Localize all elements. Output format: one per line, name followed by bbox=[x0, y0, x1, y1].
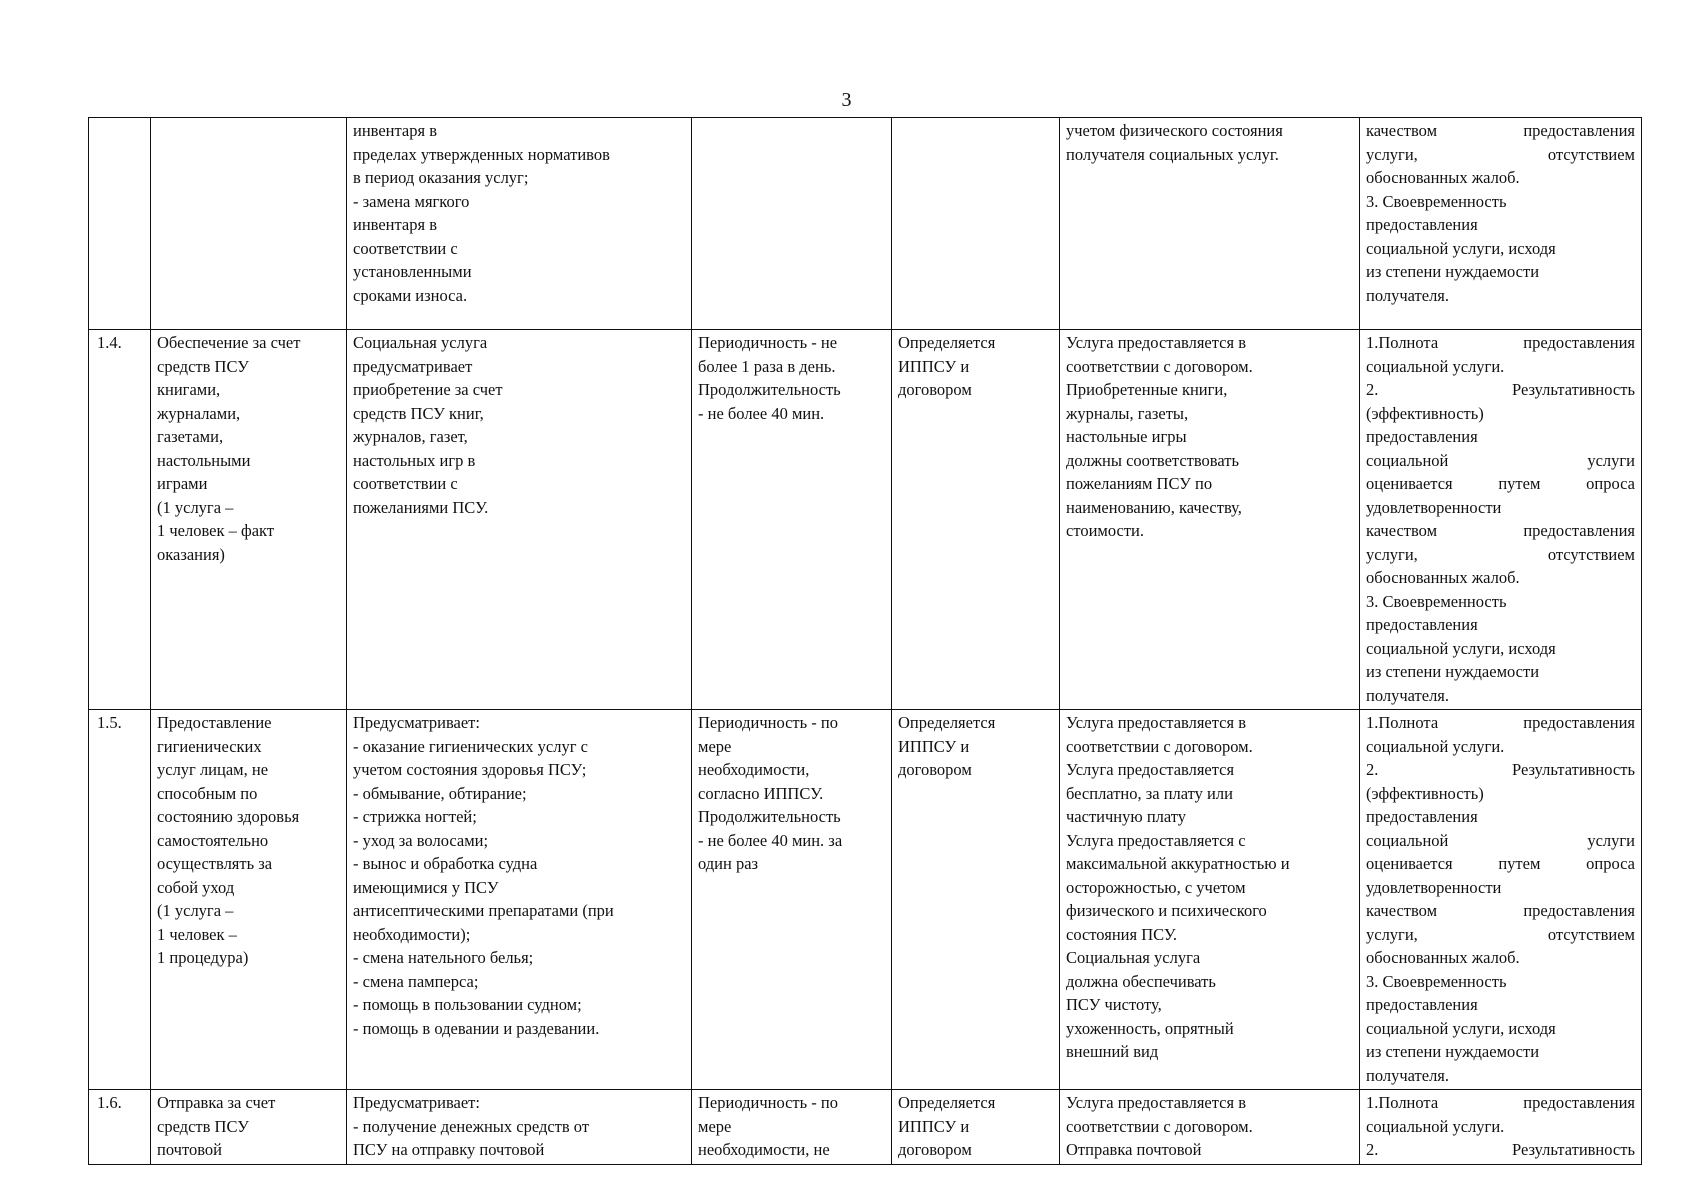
service-name-cell bbox=[151, 710, 347, 1090]
cell-text-line: мере bbox=[698, 736, 732, 756]
cell-text-line: из степени нуждаемости bbox=[1366, 1042, 1540, 1061]
cell-text-line: услуги, отсутствием bbox=[1366, 544, 1635, 564]
service-number-cell: 1.6. bbox=[89, 1090, 151, 1165]
cell-text-line: 1.Полнота предоставления bbox=[1366, 333, 1635, 352]
cell-text-line: ИППСУ и bbox=[898, 356, 970, 376]
cell-text-line: Услуга предоставляется с bbox=[1066, 830, 1246, 850]
cell-text-line: ПСУ на отправку почтовой bbox=[353, 1140, 545, 1159]
cell-text-line: Услуга предоставляется в bbox=[1066, 713, 1246, 732]
cell-text-line: средств ПСУ bbox=[157, 356, 249, 376]
cell-text-line: качеством предоставления bbox=[1366, 121, 1635, 140]
service-number-cell: 1.5. bbox=[89, 710, 151, 1090]
cell-text-line: Социальная услуга bbox=[353, 333, 488, 352]
cell-text-line: наименованию, качеству, bbox=[1066, 497, 1242, 517]
cell-text-line: внешний вид bbox=[1066, 1042, 1159, 1061]
cell-text-line: необходимости, bbox=[698, 760, 810, 779]
cell-text-line: газетами, bbox=[157, 427, 224, 446]
cell-text-line: Предусматривает: bbox=[353, 1093, 480, 1112]
service-quality-cell bbox=[1360, 118, 1642, 330]
cell-text-line: Услуга предоставляется в bbox=[1066, 1093, 1246, 1112]
cell-text-line: из степени нуждаемости bbox=[1366, 262, 1540, 281]
cell-text-line: ухоженность, опрятный bbox=[1066, 1018, 1234, 1038]
cell-text-line: социальной услуги. bbox=[1366, 356, 1505, 376]
cell-text-line: предоставления bbox=[1366, 807, 1478, 826]
cell-text-line: соответствии с bbox=[353, 474, 458, 493]
cell-text-line: частичную плату bbox=[1066, 807, 1187, 826]
cell-text-line: способным по bbox=[157, 783, 258, 803]
cell-text-line: - замена мягкого bbox=[353, 191, 470, 211]
cell-text-line: оценивается путем опроса bbox=[1366, 854, 1635, 873]
page-number: 3 bbox=[841, 89, 852, 111]
cell-text-line: социальной услуги, исходя bbox=[1366, 1018, 1556, 1038]
cell-text-line: обоснованных жалоб. bbox=[1366, 568, 1520, 587]
cell-text-line: физического и психического bbox=[1066, 901, 1267, 920]
service-volume-cell bbox=[892, 710, 1060, 1090]
cell-text-line: 3. Своевременность bbox=[1366, 971, 1507, 991]
cell-text-line: - уход за волосами; bbox=[353, 830, 489, 850]
cell-text-line: состояния ПСУ. bbox=[1066, 924, 1178, 944]
service-quality-cell bbox=[1360, 1090, 1642, 1165]
service-conditions-cell bbox=[1060, 1090, 1360, 1165]
cell-text-line: играми bbox=[157, 474, 208, 493]
cell-text-line: сроками износа. bbox=[353, 285, 468, 305]
cell-text-line: Периодичность - не bbox=[698, 333, 838, 352]
cell-text-line: - не более 40 мин. bbox=[698, 403, 825, 423]
cell-text-line: пожеланиями ПСУ. bbox=[353, 497, 489, 517]
cell-text-line: социальной услуги. bbox=[1366, 1116, 1505, 1136]
cell-text-line: пределах утвержденных нормативов bbox=[353, 144, 610, 164]
cell-text-line: - оказание гигиенических услуг с bbox=[353, 736, 588, 756]
cell-text-line: книгами, bbox=[157, 380, 221, 399]
service-conditions-cell bbox=[1060, 330, 1360, 710]
cell-text-line: предоставления bbox=[1366, 615, 1478, 634]
cell-text-line: Предоставление bbox=[157, 713, 272, 732]
cell-text-line: (эффективность) bbox=[1366, 403, 1484, 423]
cell-text-line: стоимости. bbox=[1066, 521, 1144, 540]
cell-text-line: должна обеспечивать bbox=[1066, 971, 1216, 991]
cell-text-line: социальной услуги bbox=[1366, 450, 1635, 470]
service-content-cell bbox=[347, 710, 692, 1090]
cell-text-line: самостоятельно bbox=[157, 830, 269, 850]
cell-text-line: (эффективность) bbox=[1366, 783, 1484, 803]
cell-text-line: Обеспечение за счет bbox=[157, 333, 301, 352]
cell-text-line: удовлетворенности bbox=[1366, 877, 1502, 897]
cell-text-line: обоснованных жалоб. bbox=[1366, 948, 1520, 967]
cell-text-line: более 1 раза в день. bbox=[698, 356, 836, 376]
cell-text-line: услуг лицам, не bbox=[157, 760, 269, 779]
cell-text-line: Услуга предоставляется bbox=[1066, 760, 1235, 779]
cell-text-line: предоставления bbox=[1366, 427, 1478, 446]
cell-text-line: соответствии с договором. bbox=[1066, 356, 1253, 376]
cell-text-line: - помощь в одевании и раздевании. bbox=[353, 1018, 600, 1038]
cell-text-line: договором bbox=[898, 1140, 972, 1159]
cell-text-line: в период оказания услуг; bbox=[353, 168, 529, 187]
cell-text-line: получателя. bbox=[1366, 685, 1450, 705]
cell-text-line: качеством предоставления bbox=[1366, 521, 1635, 540]
cell-text-line: договором bbox=[898, 760, 972, 779]
service-content-cell bbox=[347, 330, 692, 710]
cell-text-line: настольные игры bbox=[1066, 427, 1187, 446]
cell-text-line: получателя. bbox=[1366, 285, 1450, 305]
cell-text-line: один раз bbox=[698, 854, 759, 873]
cell-text-line: - смена нательного белья; bbox=[353, 948, 534, 967]
cell-text-line: средств ПСУ bbox=[157, 1116, 249, 1136]
cell-text-line: приобретение за счет bbox=[353, 380, 503, 399]
service-name-cell bbox=[151, 330, 347, 710]
service-name-cell bbox=[151, 118, 347, 330]
cell-text-line: настольными bbox=[157, 450, 251, 470]
cell-text-line: - не более 40 мин. за bbox=[698, 830, 843, 850]
cell-text-line: оказания) bbox=[157, 544, 225, 564]
cell-text-line: из степени нуждаемости bbox=[1366, 662, 1540, 681]
service-content-cell bbox=[347, 118, 692, 330]
cell-text-line: гигиенических bbox=[157, 736, 262, 756]
table-row bbox=[89, 118, 1642, 330]
cell-text-line: соответствии с договором. bbox=[1066, 736, 1253, 756]
cell-text-line: настольных игр в bbox=[353, 450, 476, 470]
service-volume-cell bbox=[892, 118, 1060, 330]
cell-text-line: - стрижка ногтей; bbox=[353, 807, 477, 826]
service-period-cell bbox=[692, 1090, 892, 1165]
cell-text-line: Отправка за счет bbox=[157, 1093, 276, 1112]
cell-text-line: ПСУ чистоту, bbox=[1066, 995, 1162, 1014]
cell-text-line: состоянию здоровья bbox=[157, 807, 300, 826]
cell-text-line: Определяется bbox=[898, 713, 996, 732]
cell-text-line: мере bbox=[698, 1116, 732, 1136]
cell-text-line: Предусматривает: bbox=[353, 713, 480, 732]
cell-text-line: согласно ИППСУ. bbox=[698, 783, 824, 803]
service-period-cell bbox=[692, 330, 892, 710]
cell-text-line: (1 услуга – bbox=[157, 497, 234, 517]
cell-text-line: 1 процедура) bbox=[157, 948, 249, 967]
cell-text-line: журналов, газет, bbox=[353, 427, 468, 446]
cell-text-line: получателя. bbox=[1366, 1065, 1450, 1085]
cell-text-line: инвентаря в bbox=[353, 121, 437, 140]
cell-text-line: 2. Результативность bbox=[1366, 380, 1635, 399]
cell-text-line: осторожностью, с учетом bbox=[1066, 877, 1246, 897]
cell-text-line: журналы, газеты, bbox=[1066, 403, 1189, 423]
cell-text-line: Периодичность - по bbox=[698, 713, 838, 732]
service-quality-cell bbox=[1360, 710, 1642, 1090]
cell-text-line: Периодичность - по bbox=[698, 1093, 838, 1112]
cell-text-line: учетом состояния здоровья ПСУ; bbox=[353, 760, 587, 779]
cell-text-line: инвентаря в bbox=[353, 215, 437, 234]
cell-text-line: удовлетворенности bbox=[1366, 497, 1502, 517]
cell-text-line: обоснованных жалоб. bbox=[1366, 168, 1520, 187]
cell-text-line: - получение денежных средств от bbox=[353, 1116, 590, 1136]
cell-text-line: бесплатно, за плату или bbox=[1066, 783, 1233, 803]
service-volume-cell bbox=[892, 1090, 1060, 1165]
cell-text-line: социальной услуги bbox=[1366, 830, 1635, 850]
table-row bbox=[89, 710, 1642, 1090]
cell-text-line: 2. Результативность bbox=[1366, 1140, 1635, 1159]
cell-text-line: услуги, отсутствием bbox=[1366, 924, 1635, 944]
cell-text-line: предусматривает bbox=[353, 356, 473, 376]
services-table bbox=[88, 117, 1642, 1165]
service-period-cell bbox=[692, 118, 892, 330]
cell-text-line: Продолжительность bbox=[698, 807, 841, 826]
cell-text-line: 3. Своевременность bbox=[1366, 591, 1507, 611]
cell-text-line: предоставления bbox=[1366, 215, 1478, 234]
cell-text-line: учетом физического состояния bbox=[1066, 121, 1283, 140]
cell-text-line: 1.Полнота предоставления bbox=[1366, 713, 1635, 732]
cell-text-line: соответствии с договором. bbox=[1066, 1116, 1253, 1136]
cell-text-line: 1.Полнота предоставления bbox=[1366, 1093, 1635, 1112]
cell-text-line: почтовой bbox=[157, 1140, 222, 1159]
cell-text-line: максимальной аккуратностью и bbox=[1066, 854, 1290, 873]
cell-text-line: журналами, bbox=[157, 403, 241, 423]
cell-text-line: осуществлять за bbox=[157, 854, 273, 873]
cell-text-line: (1 услуга – bbox=[157, 901, 234, 920]
cell-text-line: необходимости, не bbox=[698, 1140, 830, 1159]
service-conditions-cell bbox=[1060, 710, 1360, 1090]
cell-text-line: 1 человек – факт bbox=[157, 521, 275, 540]
cell-text-line: Продолжительность bbox=[698, 380, 841, 399]
cell-text-line: должны соответствовать bbox=[1066, 450, 1240, 470]
cell-text-line: Социальная услуга bbox=[1066, 948, 1201, 967]
cell-text-line: ИППСУ и bbox=[898, 1116, 970, 1136]
cell-text-line: Определяется bbox=[898, 333, 996, 352]
cell-text-line: собой уход bbox=[157, 877, 235, 897]
cell-text-line: установленными bbox=[353, 262, 472, 281]
service-volume-cell bbox=[892, 330, 1060, 710]
cell-text-line: договором bbox=[898, 380, 972, 399]
cell-text-line: соответствии с bbox=[353, 238, 458, 258]
cell-text-line: 3. Своевременность bbox=[1366, 191, 1507, 211]
cell-text-line: социальной услуги, исходя bbox=[1366, 638, 1556, 658]
cell-text-line: пожеланиям ПСУ по bbox=[1066, 474, 1213, 493]
cell-text-line: получателя социальных услуг. bbox=[1066, 144, 1279, 164]
cell-text-line: имеющимися у ПСУ bbox=[353, 877, 499, 897]
cell-text-line: услуги, отсутствием bbox=[1366, 144, 1635, 164]
cell-text-line: необходимости); bbox=[353, 924, 471, 944]
cell-text-line: Отправка почтовой bbox=[1066, 1140, 1202, 1159]
cell-text-line: антисептическими препаратами (при bbox=[353, 901, 614, 920]
cell-text-line: социальной услуги, исходя bbox=[1366, 238, 1556, 258]
cell-text-line: социальной услуги. bbox=[1366, 736, 1505, 756]
cell-text-line: Приобретенные книги, bbox=[1066, 380, 1228, 399]
cell-text-line: - обмывание, обтирание; bbox=[353, 783, 527, 803]
cell-text-line: - вынос и обработка судна bbox=[353, 854, 538, 873]
cell-text-line: - смена памперса; bbox=[353, 971, 479, 991]
service-number-cell: 1.4. bbox=[89, 330, 151, 710]
service-content-cell bbox=[347, 1090, 692, 1165]
cell-text-line: 2. Результативность bbox=[1366, 760, 1635, 779]
table-row bbox=[89, 330, 1642, 710]
cell-text-line: Услуга предоставляется в bbox=[1066, 333, 1246, 352]
service-conditions-cell bbox=[1060, 118, 1360, 330]
service-name-cell bbox=[151, 1090, 347, 1165]
cell-text-line: - помощь в пользовании судном; bbox=[353, 995, 582, 1014]
cell-text-line: качеством предоставления bbox=[1366, 901, 1635, 920]
cell-text-line: оценивается путем опроса bbox=[1366, 474, 1635, 493]
cell-text-line: 1 человек – bbox=[157, 924, 237, 944]
cell-text-line: средств ПСУ книг, bbox=[353, 403, 484, 423]
service-quality-cell bbox=[1360, 330, 1642, 710]
cell-text-line: предоставления bbox=[1366, 995, 1478, 1014]
service-number-cell bbox=[89, 118, 151, 330]
cell-text-line: ИППСУ и bbox=[898, 736, 970, 756]
service-period-cell bbox=[692, 710, 892, 1090]
cell-text-line: Определяется bbox=[898, 1093, 996, 1112]
table-row bbox=[89, 1090, 1642, 1165]
